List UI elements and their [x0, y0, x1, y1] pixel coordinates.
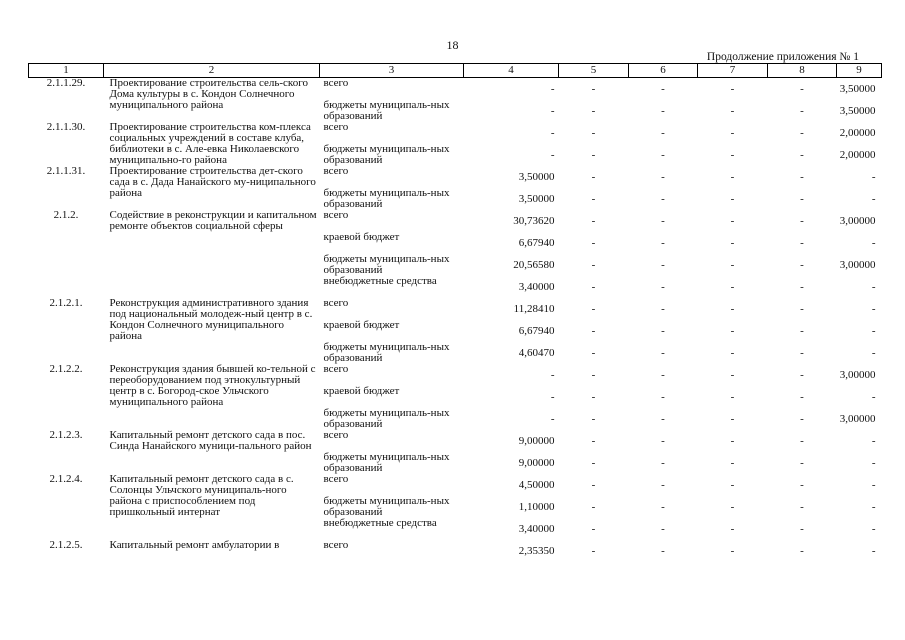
- item-number: 2.1.1.29.: [46, 77, 86, 89]
- value-cell: -: [661, 104, 665, 117]
- value-cell: -: [800, 456, 804, 469]
- value-cell: -: [661, 368, 665, 381]
- value-cell: 11,28410: [513, 302, 555, 315]
- value-cell: -: [550, 126, 555, 139]
- value-cell: -: [730, 434, 735, 447]
- funding-source: всего: [323, 473, 349, 485]
- value-cell: -: [661, 456, 665, 469]
- value-cell: -: [591, 302, 596, 315]
- value-cell: -: [871, 544, 876, 557]
- item-name: Содействие в реконструкции и капитальном ремонте объектов социальной сферы: [109, 209, 317, 232]
- value-cell: -: [591, 148, 596, 161]
- value-cell: -: [661, 126, 665, 139]
- value-cell: -: [591, 368, 596, 381]
- value-cell: -: [730, 280, 735, 293]
- value-cell: -: [661, 346, 665, 359]
- value-cell: -: [871, 456, 876, 469]
- funding-source: внебюджетные средства: [323, 517, 437, 529]
- value-cell: -: [871, 280, 876, 293]
- item-number: 2.1.2.: [53, 209, 79, 221]
- value-cell: -: [730, 258, 735, 271]
- table-body: [29, 78, 882, 563]
- value-cell: -: [800, 412, 804, 425]
- value-cell: 30,73620: [513, 214, 555, 227]
- column-header: 5: [559, 64, 629, 78]
- funding-source: всего: [323, 165, 349, 177]
- value-cell: -: [800, 324, 804, 337]
- value-cell: -: [730, 236, 735, 249]
- value-cell: -: [591, 522, 596, 535]
- item-number: 2.1.1.31.: [46, 165, 86, 177]
- column-header: 8: [768, 64, 837, 78]
- value-cell: -: [591, 346, 596, 359]
- value-cell: -: [661, 302, 665, 315]
- funding-source: краевой бюджет: [323, 319, 400, 331]
- value-cell: -: [730, 500, 735, 513]
- value-cell: -: [591, 434, 596, 447]
- value-cell: -: [730, 148, 735, 161]
- value-cell: -: [871, 390, 876, 403]
- funding-source: бюджеты муниципаль-ных образований: [323, 495, 450, 518]
- column-header: 9: [837, 64, 882, 78]
- funding-source: всего: [323, 77, 349, 89]
- value-cell: -: [591, 280, 596, 293]
- value-cell: -: [730, 456, 735, 469]
- funding-source: бюджеты муниципаль-ных образований: [323, 99, 450, 122]
- value-cell: -: [871, 170, 876, 183]
- value-cell: -: [871, 522, 876, 535]
- item-number: 2.1.2.1.: [49, 297, 83, 309]
- value-cell: -: [800, 236, 804, 249]
- value-cell: 4,60470: [518, 346, 555, 359]
- value-cell: -: [591, 214, 596, 227]
- value-cell: -: [661, 500, 665, 513]
- value-cell: -: [661, 148, 665, 161]
- value-cell: -: [730, 302, 735, 315]
- value-cell: -: [800, 434, 804, 447]
- value-cell: -: [661, 280, 665, 293]
- value-cell: 9,00000: [518, 456, 555, 469]
- value-cell: -: [730, 544, 735, 557]
- value-cell: -: [550, 412, 555, 425]
- value-cell: -: [550, 368, 555, 381]
- value-cell: -: [730, 126, 735, 139]
- value-cell: -: [591, 258, 596, 271]
- value-cell: -: [591, 104, 596, 117]
- value-cell: -: [800, 104, 804, 117]
- funding-source: бюджеты муниципаль-ных образований: [323, 451, 450, 474]
- value-cell: -: [800, 522, 804, 535]
- value-cell: -: [800, 280, 804, 293]
- value-cell: -: [550, 82, 555, 95]
- value-cell: -: [730, 104, 735, 117]
- value-cell: 3,50000: [518, 170, 555, 183]
- value-cell: 3,00000: [839, 412, 876, 425]
- funding-source: бюджеты муниципаль-ных образований: [323, 187, 450, 210]
- value-cell: -: [661, 522, 665, 535]
- value-cell: -: [591, 478, 596, 491]
- value-cell: -: [800, 192, 804, 205]
- table-row: [29, 474, 882, 496]
- value-cell: -: [591, 82, 596, 95]
- continuation-label: Продолжение приложения № 1: [706, 51, 859, 63]
- funding-source: всего: [323, 363, 349, 375]
- value-cell: -: [550, 148, 555, 161]
- value-cell: -: [661, 170, 665, 183]
- value-cell: -: [591, 192, 596, 205]
- table-row: [29, 430, 882, 452]
- value-cell: -: [661, 82, 665, 95]
- funding-source: краевой бюджет: [323, 385, 400, 397]
- table-row: [29, 122, 882, 144]
- funding-source: бюджеты муниципаль-ных образований: [323, 253, 450, 276]
- funding-source: всего: [323, 297, 349, 309]
- value-cell: -: [871, 324, 876, 337]
- funding-source: бюджеты муниципаль-ных образований: [323, 341, 450, 364]
- value-cell: 3,40000: [518, 522, 555, 535]
- value-cell: -: [871, 500, 876, 513]
- value-cell: -: [871, 478, 876, 491]
- value-cell: 4,50000: [518, 478, 555, 491]
- value-cell: 3,50000: [839, 82, 876, 95]
- value-cell: -: [730, 192, 735, 205]
- value-cell: -: [800, 148, 804, 161]
- value-cell: -: [730, 324, 735, 337]
- funding-source: внебюджетные средства: [323, 275, 437, 287]
- column-header: 7: [698, 64, 768, 78]
- column-header: 4: [464, 64, 559, 78]
- value-cell: -: [871, 434, 876, 447]
- value-cell: -: [661, 434, 665, 447]
- value-cell: -: [591, 170, 596, 183]
- column-header: 6: [629, 64, 698, 78]
- funding-source: всего: [323, 121, 349, 133]
- value-cell: 6,67940: [518, 324, 555, 337]
- value-cell: -: [730, 170, 735, 183]
- item-name: Реконструкция здания бывшей ко-тельной с переоборудованием под этнокультурный центр в с. Богород-ское Ульчского муниципального района: [109, 363, 316, 408]
- column-header: 3: [320, 64, 464, 78]
- item-name: Проектирование строительства дет-ского сада в с. Дада Нанайского му-ниципального района: [109, 165, 316, 199]
- value-cell: -: [800, 126, 804, 139]
- value-cell: -: [661, 390, 665, 403]
- funding-source: краевой бюджет: [323, 231, 400, 243]
- value-cell: 3,50000: [518, 192, 555, 205]
- value-cell: 2,35350: [518, 544, 555, 557]
- value-cell: -: [800, 214, 804, 227]
- value-cell: -: [591, 412, 596, 425]
- value-cell: -: [591, 390, 596, 403]
- value-cell: -: [871, 346, 876, 359]
- value-cell: -: [730, 346, 735, 359]
- value-cell: -: [730, 214, 735, 227]
- value-cell: -: [661, 214, 665, 227]
- item-name: Капитальный ремонт детского сада в с. Солонцы Ульчского муниципаль-ного района с приспособлением под пришкольный интернат: [109, 473, 294, 518]
- funding-source: бюджеты муниципаль-ных образований: [323, 407, 450, 430]
- funding-source: всего: [323, 209, 349, 221]
- value-cell: -: [800, 368, 804, 381]
- column-header: 2: [104, 64, 320, 78]
- value-cell: -: [800, 82, 804, 95]
- value-cell: -: [871, 236, 876, 249]
- value-cell: -: [661, 544, 665, 557]
- value-cell: 2,00000: [839, 126, 876, 139]
- value-cell: -: [800, 390, 804, 403]
- table-row: [29, 210, 882, 232]
- value-cell: 2,00000: [839, 148, 876, 161]
- value-cell: -: [800, 346, 804, 359]
- value-cell: 6,67940: [518, 236, 555, 249]
- item-name: Капитальный ремонт детского сада в пос. Синда Нанайского муници-пального район: [109, 429, 312, 452]
- item-number: 2.1.2.4.: [49, 473, 83, 485]
- value-cell: -: [661, 324, 665, 337]
- column-header: 1: [29, 64, 104, 78]
- value-cell: -: [591, 500, 596, 513]
- value-cell: -: [661, 412, 665, 425]
- value-cell: -: [800, 500, 804, 513]
- value-cell: -: [591, 236, 596, 249]
- value-cell: 3,50000: [839, 104, 876, 117]
- value-cell: -: [800, 478, 804, 491]
- value-cell: -: [661, 192, 665, 205]
- value-cell: 9,00000: [518, 434, 555, 447]
- value-cell: -: [730, 368, 735, 381]
- header-row: [29, 64, 882, 78]
- table-row: [29, 298, 882, 320]
- value-cell: -: [550, 390, 555, 403]
- item-number: 2.1.1.30.: [46, 121, 86, 133]
- item-name: Капитальный ремонт амбулатории в: [109, 539, 280, 551]
- page-number: 18: [446, 38, 459, 52]
- value-cell: 3,00000: [839, 214, 876, 227]
- value-cell: -: [591, 544, 596, 557]
- value-cell: -: [730, 412, 735, 425]
- value-cell: 3,00000: [839, 368, 876, 381]
- funding-source: бюджеты муниципаль-ных образований: [323, 143, 450, 166]
- value-cell: -: [800, 258, 804, 271]
- item-name: Проектирование строительства ком-плекса социальных учреждений в составе клуба, библиотеки в с. Але-евка Николаевского муниципально-го района: [109, 121, 311, 166]
- value-cell: -: [730, 478, 735, 491]
- item-number: 2.1.2.5.: [49, 539, 83, 551]
- table-row: [29, 364, 882, 386]
- value-cell: -: [661, 236, 665, 249]
- item-number: 2.1.2.3.: [49, 429, 83, 441]
- value-cell: -: [591, 324, 596, 337]
- value-cell: -: [730, 82, 735, 95]
- value-cell: -: [730, 390, 735, 403]
- funding-source: всего: [323, 429, 349, 441]
- value-cell: -: [800, 302, 804, 315]
- value-cell: -: [661, 258, 665, 271]
- value-cell: 3,40000: [518, 280, 555, 293]
- value-cell: -: [591, 126, 596, 139]
- table-row: [29, 540, 882, 562]
- table-row: [29, 166, 882, 188]
- value-cell: 1,10000: [518, 500, 555, 513]
- value-cell: -: [871, 302, 876, 315]
- value-cell: 20,56580: [513, 258, 555, 271]
- value-cell: -: [661, 478, 665, 491]
- program-table: [28, 63, 882, 562]
- value-cell: -: [800, 170, 804, 183]
- item-name: Проектирование строительства сель-ского Дома культуры в с. Кондон Солнечного муниципального района: [109, 77, 308, 111]
- value-cell: -: [871, 192, 876, 205]
- value-cell: -: [730, 522, 735, 535]
- value-cell: -: [800, 544, 804, 557]
- table-row: [29, 78, 882, 101]
- value-cell: -: [591, 456, 596, 469]
- funding-source: всего: [323, 539, 349, 551]
- value-cell: 3,00000: [839, 258, 876, 271]
- item-name: Реконструкция административного здания под национальный молодеж-ный центр в с. Кондон Солнечного муниципального района: [109, 297, 313, 342]
- item-number: 2.1.2.2.: [49, 363, 83, 375]
- value-cell: -: [550, 104, 555, 117]
